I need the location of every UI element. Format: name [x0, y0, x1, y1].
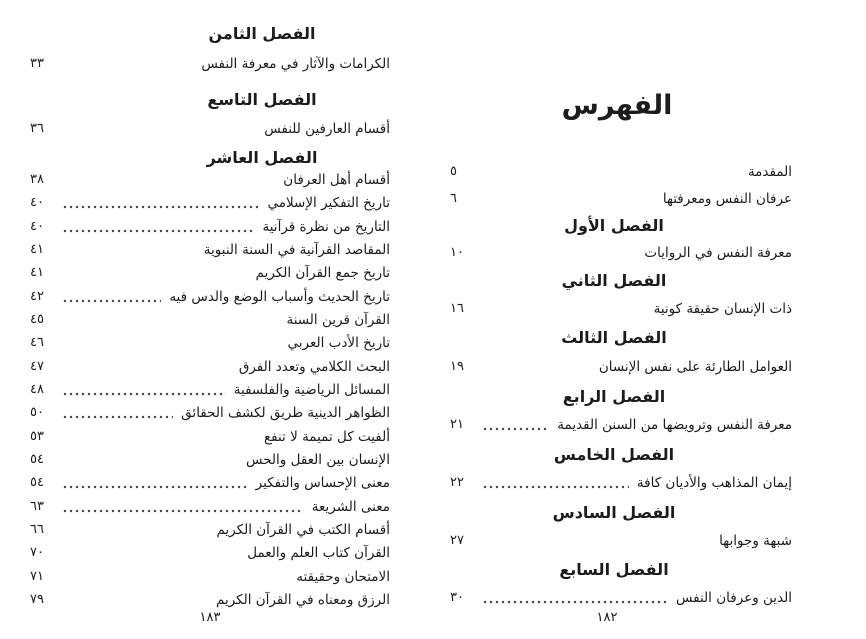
toc-entry: [30, 52, 390, 76]
toc-entry: [30, 518, 390, 542]
entry-title: إيمان المذاهب والأديان كافة: [636, 475, 792, 491]
toc-entry: [30, 238, 390, 262]
contents-title: الفهرس: [561, 90, 673, 121]
dot-leader: [62, 191, 260, 215]
toc-entry: [30, 215, 390, 239]
entry-page-number: ٥٣: [30, 429, 44, 444]
dot-leader: [62, 565, 288, 589]
entry-page-number: ٢٢: [450, 475, 464, 490]
entry-page-number: ٤٠: [30, 219, 44, 234]
toc-entry: [30, 261, 390, 285]
entry-title: البحث الكلامي وتعدد الفرق: [238, 359, 390, 375]
entry-page-number: ٥٤: [30, 475, 44, 490]
toc-entry: [30, 308, 390, 332]
chapter-heading: الفصل الثالث: [561, 328, 667, 347]
dot-leader: [62, 168, 275, 192]
entry-title: شبهة وجوابها: [719, 533, 792, 549]
dot-leader: [62, 378, 226, 402]
entry-title: الامتحان وحقيقته: [296, 569, 390, 585]
entry-page-number: ٤٦: [30, 335, 44, 350]
chapter-heading: الفصل الأول: [564, 216, 664, 235]
entry-page-number: ٢٧: [450, 533, 464, 548]
entry-title: الرزق ومعناه في القرآن الكريم: [215, 592, 390, 608]
toc-entry: [30, 378, 390, 402]
entry-title: تاريخ الحديث وأسباب الوضع والدس فيه: [169, 289, 390, 305]
entry-page-number: ٤٥: [30, 312, 44, 327]
entry-page-number: ٥٠: [30, 405, 44, 420]
dot-leader: [62, 448, 238, 472]
entry-title: معنى الشريعة: [311, 499, 390, 515]
dot-leader: [62, 331, 280, 355]
left-page: [30, 0, 390, 639]
chapter-heading: الفصل السادس: [552, 503, 676, 522]
entry-page-number: ٣٠: [450, 590, 464, 605]
entry-title: الكرامات والآثار في معرفة النفس: [201, 56, 390, 72]
toc-entry: [30, 541, 390, 565]
dot-leader: [482, 355, 591, 379]
dot-leader: [482, 241, 636, 265]
dot-leader: [62, 541, 239, 565]
toc-entry: [30, 285, 390, 309]
dot-leader: [62, 518, 208, 542]
dot-leader: [62, 52, 193, 76]
dot-leader: [62, 588, 208, 612]
dot-leader: [482, 471, 629, 495]
entry-page-number: ٦٦: [30, 522, 44, 537]
toc-entry: [30, 565, 390, 589]
entry-page-number: ١٠: [450, 245, 464, 260]
entry-page-number: ٢١: [450, 417, 464, 432]
dot-leader: [62, 261, 248, 285]
toc-entry: [30, 168, 390, 192]
dot-leader: [482, 413, 549, 437]
dot-leader: [482, 586, 668, 610]
dot-leader: [62, 471, 248, 495]
dot-leader: [62, 215, 255, 239]
entry-title: أقسام الكتب في القرآن الكريم: [216, 522, 390, 538]
entry-title: تاريخ الأدب العربي: [287, 335, 390, 351]
dot-leader: [482, 187, 655, 211]
entry-title: أقسام العارفين للنفس: [264, 121, 390, 137]
entry-page-number: ٤١: [30, 265, 44, 280]
chapter-heading: الفصل التاسع: [207, 90, 317, 109]
entry-title: التاريخ من نظرة قرآنية: [262, 219, 390, 235]
entry-title: القرآن قرين السنة: [286, 312, 390, 328]
entry-title: تاريخ التفكير الإسلامي: [267, 195, 390, 211]
toc-entry: [450, 471, 792, 495]
entry-page-number: ٦: [450, 191, 457, 206]
entry-page-number: ٥: [450, 164, 457, 179]
entry-page-number: ٣٨: [30, 172, 44, 187]
toc-entry: [30, 355, 390, 379]
entry-title: المسائل الرياضية والفلسفية: [233, 382, 390, 398]
entry-page-number: ٤٢: [30, 289, 44, 304]
chapter-heading: الفصل العاشر: [206, 148, 318, 167]
dot-leader: [62, 401, 173, 425]
entry-title: العوامل الطارئة على نفس الإنسان: [598, 359, 792, 375]
dot-leader: [62, 117, 256, 141]
toc-entry: [30, 495, 390, 519]
dot-leader: [62, 238, 196, 262]
entry-title: الدين وعرفان النفس: [675, 590, 792, 606]
toc-entry: [30, 588, 390, 612]
toc-entry: [450, 160, 792, 184]
chapter-heading: الفصل الرابع: [562, 387, 666, 406]
entry-page-number: ٣٣: [30, 56, 44, 71]
entry-page-number: ٤١: [30, 242, 44, 257]
dot-leader: [62, 495, 304, 519]
entry-title: تاريخ جمع القرآن الكريم: [255, 265, 390, 281]
right-page: [450, 0, 792, 639]
entry-title: ذات الإنسان حقيقة كونية: [653, 301, 792, 317]
entry-title: القرآن كتاب العلم والعمل: [247, 545, 390, 561]
entry-title: المقاصد القرآنية في السنة النبوية: [203, 242, 390, 258]
entry-title: أقسام أهل العرفان: [283, 172, 390, 188]
entry-page-number: ٧١: [30, 569, 44, 584]
entry-title: معنى الإحساس والتفكير: [255, 475, 390, 491]
entry-page-number: ٧٠: [30, 545, 44, 560]
toc-entry: [30, 401, 390, 425]
chapter-heading: الفصل الثاني: [561, 271, 667, 290]
toc-entry: [30, 471, 390, 495]
entry-title: معرفة النفس وترويضها من السنن القديمة: [557, 417, 792, 433]
dot-leader: [482, 160, 740, 184]
chapter-heading: الفصل الثامن: [208, 24, 316, 43]
toc-entry: [30, 425, 390, 449]
entry-title: معرفة النفس في الروايات: [644, 245, 792, 261]
dot-leader: [482, 297, 646, 321]
entry-page-number: ٥٤: [30, 452, 44, 467]
toc-entry: [30, 191, 390, 215]
dot-leader: [482, 529, 711, 553]
entry-title: المقدمة: [747, 164, 792, 180]
entry-page-number: ٤٧: [30, 359, 44, 374]
chapter-heading: الفصل الخامس: [553, 445, 675, 464]
toc-entry: [450, 241, 792, 265]
dot-leader: [62, 425, 256, 449]
entry-page-number: ٣٦: [30, 121, 44, 136]
dot-leader: [62, 285, 161, 309]
entry-page-number: ٤٠: [30, 195, 44, 210]
entry-title: عرفان النفس ومعرفتها: [662, 191, 792, 207]
toc-entry: [450, 297, 792, 321]
dot-leader: [62, 308, 278, 332]
toc-entry: [450, 187, 792, 211]
entry-page-number: ١٩: [450, 359, 464, 374]
entry-page-number: ٧٩: [30, 592, 44, 607]
toc-entry: [450, 413, 792, 437]
entry-title: الظواهر الدينية طريق لكشف الحقائق: [181, 405, 390, 421]
dot-leader: [62, 355, 231, 379]
left-page-folio: ١٨٣: [199, 610, 221, 625]
toc-entry: [30, 448, 390, 472]
toc-entry: [30, 331, 390, 355]
toc-entry: [450, 586, 792, 610]
entry-page-number: ١٦: [450, 301, 464, 316]
entry-page-number: ٤٨: [30, 382, 44, 397]
entry-title: ألفيت كل تميمة لا تنفع: [263, 429, 390, 445]
entry-page-number: ٦٣: [30, 499, 44, 514]
toc-entry: [450, 529, 792, 553]
toc-entry: [30, 117, 390, 141]
toc-entry: [450, 355, 792, 379]
entry-title: الإنسان بين العقل والحس: [246, 452, 390, 468]
right-page-folio: ١٨٢: [596, 610, 618, 625]
chapter-heading: الفصل السابع: [559, 560, 669, 579]
